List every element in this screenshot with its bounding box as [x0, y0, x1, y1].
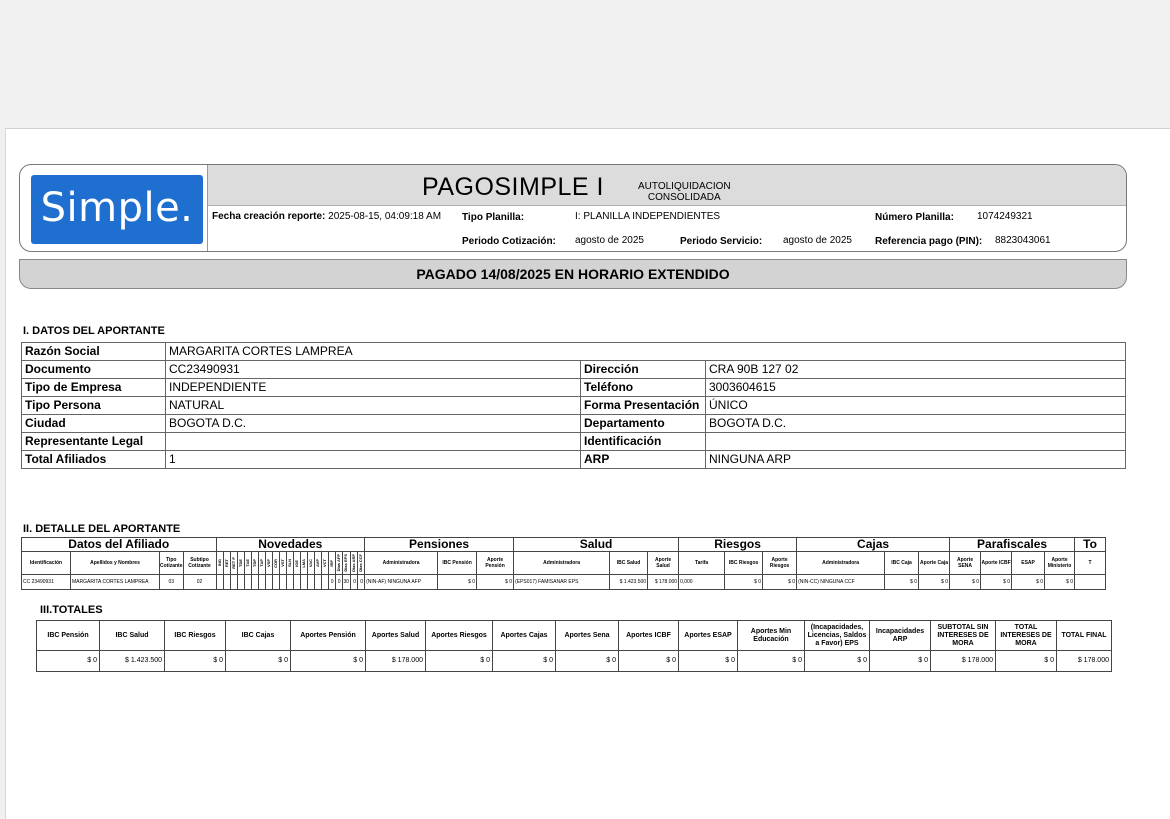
totales-value-cell: $ 178.000 [366, 651, 426, 672]
totales-value-cell: $ 0 [165, 651, 226, 672]
totales-value-cell: $ 0 [226, 651, 291, 672]
totales-table [36, 620, 1112, 672]
section-title-detalle: II. DETALLE DEL APORTANTE [23, 523, 181, 535]
totales-value-cell: $ 0 [291, 651, 366, 672]
table-row: CC 23490931 MARGARITA CORTES LAMPREA 03 02 0 0 30 0 0 (NIN-AF) NINGUNA AFP $ 0 $ 0 (EPS017) FAMISANAR EPS $ 1.423.500 $ 178.000 0,000 $ 0 $ 0 (NIN-CC) NINGUNA CCF $ 0 $ 0 $ 0 $ 0 $ 0 $ 0 [22, 575, 1106, 590]
totales-value-cell: $ 0 [619, 651, 679, 672]
report-title: PAGOSIMPLE I [422, 173, 604, 201]
totales-value-cell: $ 0 [996, 651, 1057, 672]
totales-value-cell: $ 0 [679, 651, 738, 672]
referencia-pago-value: 8823043061 [995, 235, 1051, 246]
totales-header-cell: Incapacidades ARP [870, 621, 931, 651]
totales-header-cell: TOTAL INTERESES DE MORA [996, 621, 1057, 651]
totales-value-cell: $ 178.000 [1057, 651, 1112, 672]
report-page [5, 128, 1170, 819]
totales-value-cell: $ 1.423.500 [100, 651, 165, 672]
report-subtitle: AUTOLIQUIDACION CONSOLIDADA [638, 181, 731, 203]
totales-value-cell: $ 0 [426, 651, 493, 672]
totales-header-cell: Aportes Riesgos [426, 621, 493, 651]
totales-header-cell: Aportes Min Educación [738, 621, 805, 651]
section-title-totales: III.TOTALES [40, 604, 103, 616]
totales-header-cell: IBC Salud [100, 621, 165, 651]
totales-value-cell: $ 0 [556, 651, 619, 672]
totales-header-cell: IBC Pensión [37, 621, 100, 651]
totales-header-cell: IBC Cajas [226, 621, 291, 651]
razon-social-value: MARGARITA CORTES LAMPREA [166, 343, 1126, 361]
totales-value-cell: $ 0 [870, 651, 931, 672]
totales-value-cell: $ 178.000 [931, 651, 996, 672]
simple-logo: Simple. [31, 175, 203, 244]
detalle-table: Datos del Afiliado Novedades Pensiones Salud Riesgos Cajas Parafiscales To Identificación Apellidos y Nombres Tipo Cotizante Subtipo Cotizante ING RET RET P TDE TAE TDP TAP VSP COR VST SLN IGE LMA VAC AVP VCT IRP Dias AFP Dias EPS Dias ARP Dias CCF Administradora IBC Pensión Aporte Pensión Administradora IBC Salud Aporte Salud Tarifa IBC Riesgos Aporte Riesgos Administradora IBC Caja Aporte Caja Aporte SENA Aporte ICBF ESAP Aporte Ministerio T CC 23490931 MARGARITA CORTES LAMPREA 03 02 0 0 30 0 0 (NIN-AF) NINGUNA AFP $ 0 $ 0 (EPS017) FAMISANAR EPS $ 1.423.500 $ 178.000 0,000 $ 0 $ 0 (NIN-CC) NINGUNA CCF $ 0 $ 0 $ 0 $ 0 $ 0 $ 0 [21, 537, 1106, 590]
numero-planilla-value: 1074249321 [977, 211, 1033, 222]
section-title-aportante: I. DATOS DEL APORTANTE [23, 325, 165, 337]
totales-value-cell: $ 0 [738, 651, 805, 672]
totales-header-cell: Aportes Salud [366, 621, 426, 651]
totales-header-cell: IBC Riesgos [165, 621, 226, 651]
totales-header-cell: Aportes ESAP [679, 621, 738, 651]
tipo-planilla-value: I: PLANILLA INDEPENDIENTES [575, 211, 721, 222]
aportante-table: Razón Social MARGARITA CORTES LAMPREA Documento CC23490931 Dirección CRA 90B 127 02 Tipo de Empresa INDEPENDIENTE Teléfono 3003604615 Tipo Persona NATURAL Forma Presentación ÚNICO Ciudad BOGOTA D.C. Departamento BOGOTA D.C. Representante Legal Identificación Total Afiliados 1 ARP NINGUNA ARP [21, 342, 1126, 469]
totales-header-cell: Aportes Pensión [291, 621, 366, 651]
totales-header-cell: Aportes Cajas [493, 621, 556, 651]
totales-value-cell: $ 0 [805, 651, 870, 672]
totales-value-cell: $ 0 [493, 651, 556, 672]
paid-banner: PAGADO 14/08/2025 EN HORARIO EXTENDIDO [19, 259, 1127, 289]
totales-header-cell: (Incapacidades, Licencias, Saldos a Favor) EPS [805, 621, 870, 651]
periodo-cotizacion-value: agosto de 2025 [575, 235, 644, 246]
totales-value-cell: $ 0 [37, 651, 100, 672]
totales-header-cell: TOTAL FINAL [1057, 621, 1112, 651]
periodo-servicio-value: agosto de 2025 [783, 235, 852, 246]
table-row [37, 651, 1112, 672]
totales-header-cell: SUBTOTAL SIN INTERESES DE MORA [931, 621, 996, 651]
fecha-creacion: Fecha creación reporte: 2025-08-15, 04:09:18 AM [212, 211, 442, 222]
report-header: Simple. PAGOSIMPLE I AUTOLIQUIDACION CONSOLIDADA Fecha creación reporte: 2025-08-15, 04:09:18 AM Tipo Planilla: I: PLANILLA INDEPENDIENTES Número Planilla: 1074249321 Periodo Cotización: agosto de 2025 Periodo Servicio: agosto de 2025 Referencia pago (PIN): 8823043061 [19, 164, 1127, 252]
totales-header-cell: Aportes ICBF [619, 621, 679, 651]
totales-header-cell: Aportes Sena [556, 621, 619, 651]
